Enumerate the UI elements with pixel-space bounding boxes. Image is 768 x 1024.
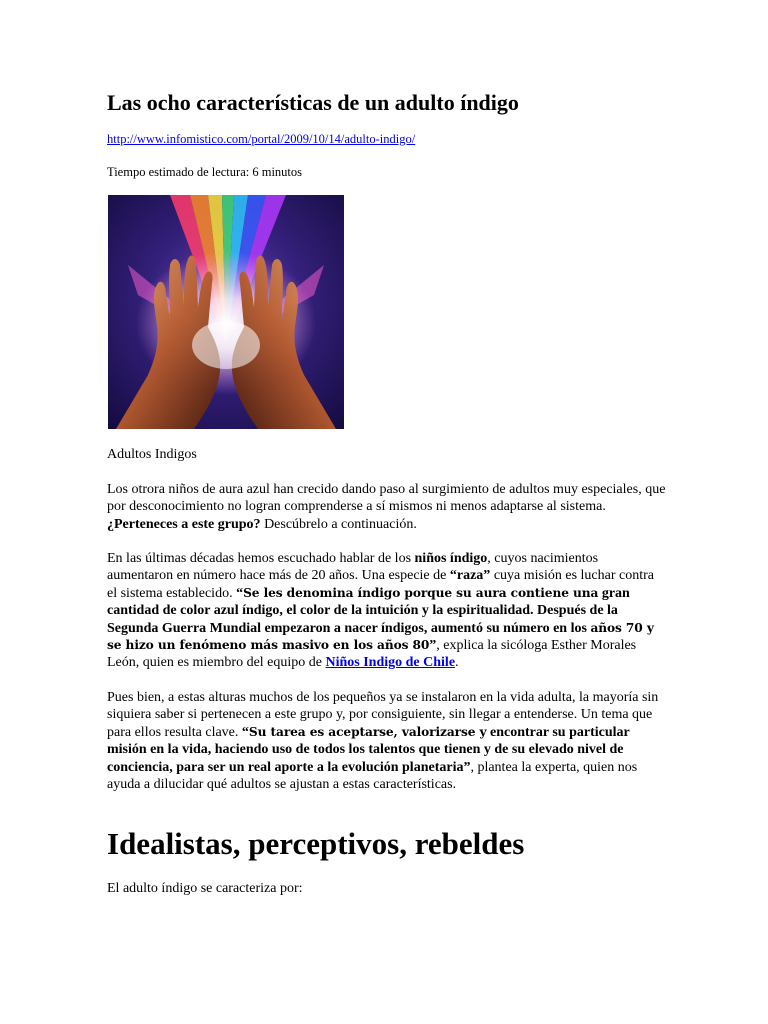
p2-text-3: cuya misión es luchar contra el sistema establecido. (107, 568, 654, 601)
intro-paragraph (107, 481, 667, 533)
intro-end: Descúbrelo a continuación. (260, 516, 417, 532)
p3-text-2: , plantea la experta, quien nos ayuda a dilucidar qué adultos se ajustan a estas características. (107, 759, 638, 793)
p3-bold-1: encontrar su particular misión en la vida, haciendo uso de todos los talentos que tienen y de su elevado nivel de conciencia, para ser un real aporte a la evolución planetaria” (107, 724, 630, 775)
reading-time: Tiempo estimado de lectura: 6 minutos (107, 165, 303, 179)
p2-quote-1: Se les denomina índigo porque su aura contiene una (243, 585, 599, 600)
p2-bold-2: “raza” (449, 568, 491, 584)
article-title: Las ocho características de un adulto índigo (107, 90, 519, 115)
p2-open-quote: “ (236, 585, 244, 601)
p2-bold-1: niños índigo (414, 551, 488, 566)
intro-question: ¿Perteneces a este grupo? (107, 516, 261, 532)
p3-quote-1: Su tarea es aceptarse, valorizarse y (248, 724, 487, 739)
adult-life-paragraph (107, 689, 667, 793)
p2-bold-3: gran cantidad de color azul índigo, el color de la intuición y la espiritualidad. Después de la Segunda Guerra Mundial empezaron a nacer índigos, aumentó su número en los (107, 585, 630, 636)
indigo-origin-paragraph (107, 550, 667, 672)
p3-open-quote: “ (241, 724, 249, 740)
section-title: Idealistas, perceptivos, rebeldes (107, 826, 525, 861)
source-url-link[interactable]: http://www.infomistico.com/portal/2009/10/14/adulto-indigo/ (107, 132, 416, 146)
glowing-hands-image (108, 195, 344, 429)
image-caption: Adultos Indigos (107, 447, 197, 462)
p2-close-quote: ” (429, 638, 437, 654)
intro-text: Los otrora niños de aura azul han crecido dando paso al surgimiento de adultos muy especiales, que por desconocimiento no logran comprenderse a sí mismos ni menos adaptarse al sistema. (107, 482, 666, 515)
ninos-indigo-chile-link[interactable]: Niños Indigo de Chile (325, 655, 456, 671)
closing-line: El adulto índigo se caracteriza por: (107, 881, 303, 896)
p2-quote-2: años 70 y se hizo un fenómeno más masivo en los años 80 (107, 620, 654, 653)
p2-text-1: En las últimas décadas hemos escuchado hablar de los (107, 551, 415, 566)
p2-text-5: . (455, 655, 459, 671)
p3-text-1: Pues bien, a estas alturas muchos de los pequeños ya se instalaron en la vida adulta, la mayoría sin siquiera saber si pertenecen a este grupo y, por consiguiente, sin llegar a entenderse. Un tema que para ellos resulta clave. (107, 690, 659, 740)
p2-text-2: , cuyos nacimientos aumentaron en número hace más de 20 años. Una especie de (107, 551, 599, 584)
p2-text-4: , explica la sicóloga Esther Morales León, quien es miembro del equipo de (107, 638, 637, 671)
